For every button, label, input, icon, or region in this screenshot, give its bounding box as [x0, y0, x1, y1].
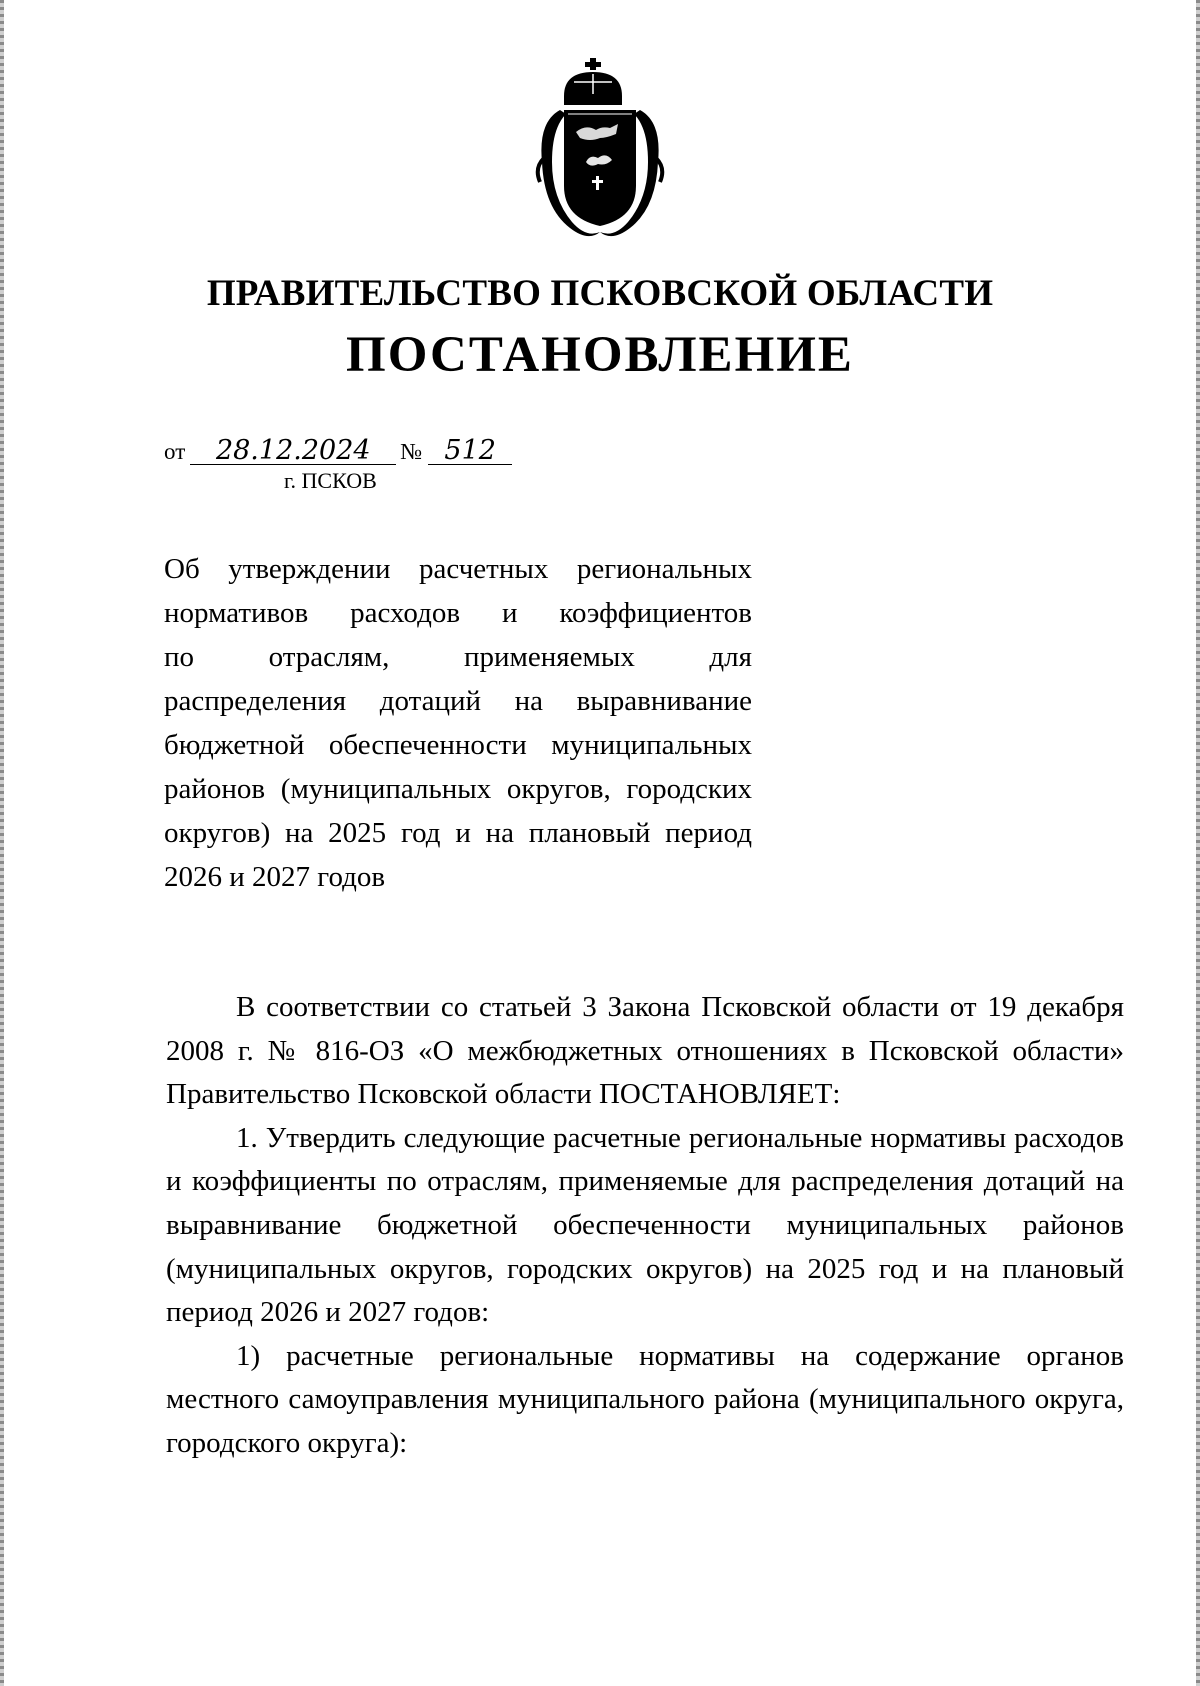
body-paragraph: 1) расчетные региональные нормативы на содержание органов местного самоуправления муниципального района (муниципального округа, городского округа):	[166, 1339, 1124, 1459]
organization-name: ПРАВИТЕЛЬСТВО ПСКОВСКОЙ ОБЛАСТИ	[206, 273, 994, 314]
title-line: по отраслям, применяемых для	[164, 641, 752, 673]
number-prefix: №	[400, 439, 423, 464]
date-number-line	[164, 435, 512, 466]
document-type: ПОСТАНОВЛЕНИЕ	[346, 327, 854, 383]
city: г. ПСКОВ	[284, 468, 377, 493]
scan-edge-right	[1196, 0, 1200, 1686]
document-number: 512	[428, 438, 512, 465]
title-line: районов (муниципальных округов, городских	[164, 773, 752, 805]
document-body	[166, 986, 1124, 1466]
title-line: бюджетной обеспеченности муниципальных	[164, 729, 752, 761]
title-line: нормативов расходов и коэффициентов	[164, 597, 752, 629]
title-line: округов) на 2025 год и на плановый период	[164, 817, 752, 849]
title-line: 2026 и 2027 годов	[164, 861, 386, 893]
document-date: 28.12.2024	[190, 438, 396, 465]
date-prefix: от	[164, 439, 186, 464]
scan-edge-left	[0, 0, 4, 1686]
title-line: распределения дотаций на выравнивание	[164, 685, 752, 717]
title-line: Об утверждении расчетных региональных	[164, 553, 752, 585]
body-paragraph: В соответствии со статьей 3 Закона Псковской области от 19 декабря 2008 г. № 816-ОЗ «О межбюджетных отношениях в Псковской области» Правительство Псковской области ПОСТАНОВЛЯЕТ:	[166, 991, 1124, 1111]
body-paragraph: 1. Утвердить следующие расчетные региональные нормативы расходов и коэффициенты по отраслям, применяемые для распределения дотаций на выравнивание бюджетной обеспеченности муниципальных районов (муниципальных округов, городских округов) на 2025 год и на плановый период 2026 и 2027 годов:	[166, 1121, 1124, 1329]
coat-of-arms-icon	[530, 58, 670, 244]
document-title	[164, 547, 752, 899]
